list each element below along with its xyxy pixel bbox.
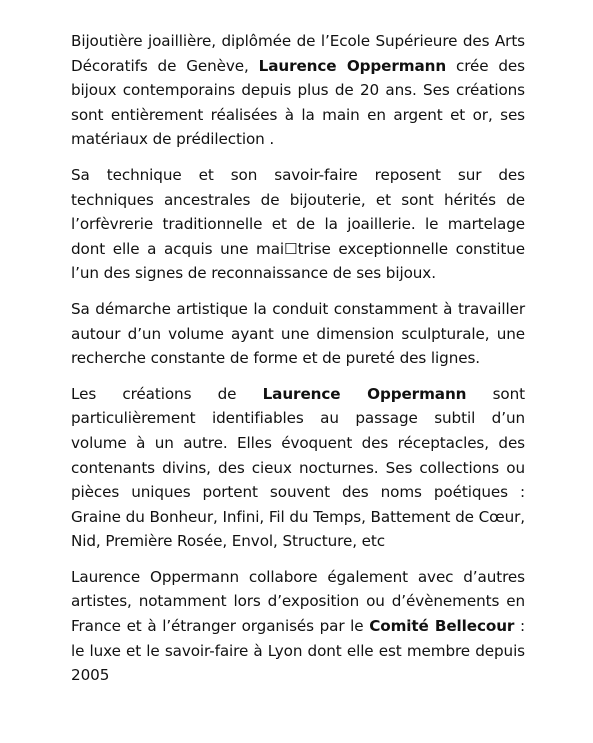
- text-run: Laurence Oppermann collabore également avec d’autres artistes, notamment lors d’exposition ou d’évènements en France et à l’étranger organisés par le: [71, 567, 525, 636]
- text-run: sont particulièrement identifiables au passage subtil d’un volume à un autre. Elles évoquent des réceptacles, des contenants divins, des cieux nocturnes. Ses collections ou pièces uniques portent souvent des noms poétiques : Graine du Bonheur, Infini, Fil du Temps, Battement de Cœur, Nid, Première Rosée, Envol, Structure, etc: [71, 384, 525, 551]
- text-run: Sa technique et son savoir-faire reposent sur des techniques ancestrales de bijouterie, et sont hérités de l’orfèvrerie traditionnelle et de la joaillerie. le martelage dont elle a acquis une mai☐trise exceptionnelle constitue l’un des signes de reconnaissance de ses bijoux.: [71, 165, 525, 283]
- paragraph-technique: [71, 163, 525, 286]
- text-run: : le luxe et le savoir-faire à Lyon dont elle est membre depuis 2005: [71, 617, 525, 685]
- paragraph-artistic-approach: [71, 297, 525, 371]
- committee-name: Comité Bellecour: [369, 617, 515, 636]
- text-run: Les créations de: [71, 384, 263, 403]
- text-run: Sa démarche artistique la conduit constamment à travailler autour d’un volume ayant une dimension sculpturale, une recherche constante de forme et de pureté des lignes.: [71, 299, 525, 368]
- text-run: crée des bijoux contemporains depuis plus de 20 ans. Ses créations sont entièrement réalisées à la main en argent et or, ses matériaux de prédilection .: [71, 56, 525, 149]
- artist-name: Laurence Oppermann: [262, 384, 467, 403]
- paragraph-introduction: [71, 29, 525, 152]
- paragraph-collaborations: [71, 565, 525, 688]
- artist-name: Laurence Oppermann: [258, 56, 447, 75]
- paragraph-creations: [71, 382, 525, 554]
- text-run: Bijoutière joaillière, diplômée de l’Ecole Supérieure des Arts Décoratifs de Genève,: [71, 32, 525, 75]
